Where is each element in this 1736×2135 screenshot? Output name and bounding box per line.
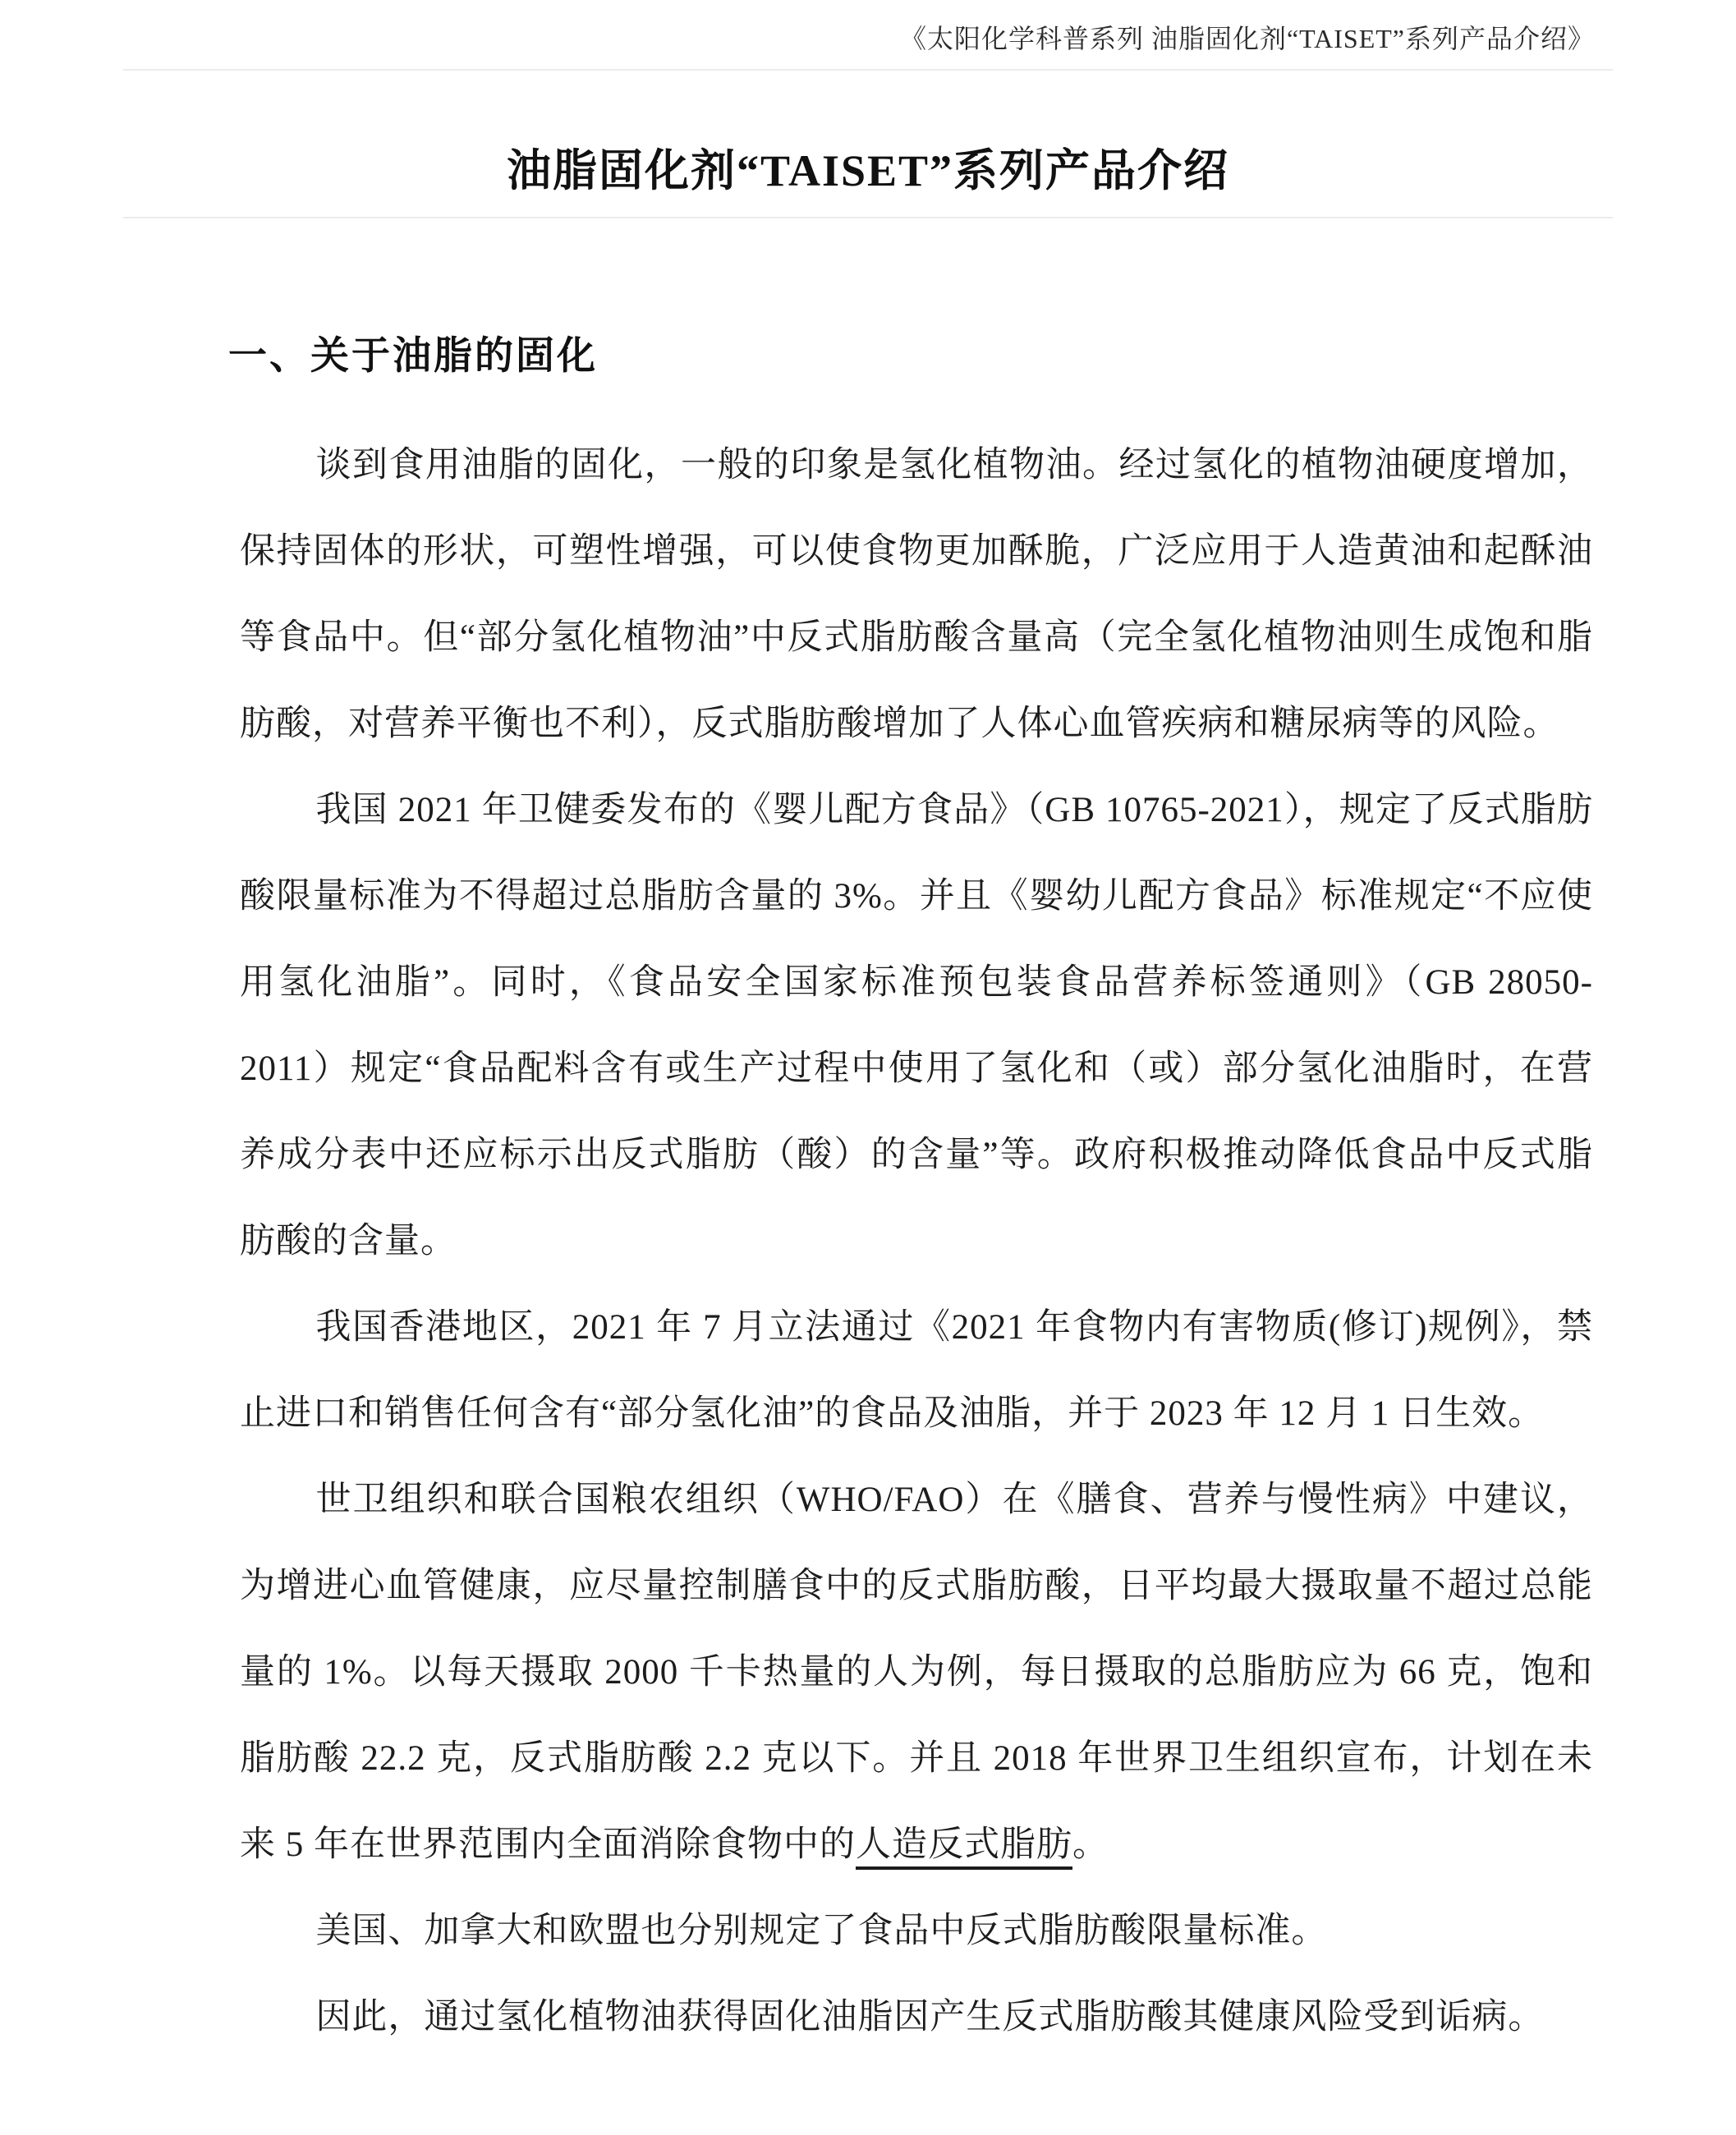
header-divider bbox=[123, 69, 1613, 71]
paragraph-text-before-underline: 世卫组织和联合国粮农组织（WHO/FAO）在《膳食、营养与慢性病》中建议，为增进心血管健康，应尽量控制膳食中的反式脂肪酸，日平均最大摄取量不超过总能量的 1%。以每天摄取 2000 千卡热量的人为例，每日摄取的总脂肪应为 66 克，饱和脂肪酸 22.2 克，反式脂肪酸 2.2 克以下。并且 2018 年世界卫生组织宣布，计划在未来 5 年在世界范围内全面消除食物中的 bbox=[240, 1481, 1593, 1864]
paragraph-hydrogenated-oil-intro: 谈到食用油脂的固化，一般的印象是氢化植物油。经过氢化的植物油硬度增加，保持固体的形状，可塑性增强，可以使食物更加酥脆，广泛应用于人造黄油和起酥油等食品中。但“部分氢化植物油”中反式脂肪酸含量高（完全氢化植物油则生成饱和脂肪酸，对营养平衡也不利），反式脂肪酸增加了人体心血管疾病和糖尿病等的风险。 bbox=[240, 446, 1593, 743]
paragraph-us-canada-eu-limits: 美国、加拿大和欧盟也分别规定了食品中反式脂肪酸限量标准。 bbox=[315, 1912, 1328, 1950]
paragraph-china-standards: 我国 2021 年卫健委发布的《婴儿配方食品》（GB 10765-2021），规定了反式脂肪酸限量标准为不得超过总脂肪含量的 3%。并且《婴幼儿配方食品》标准规定“不应使用氢化油脂”。同时，《食品安全国家标准预包装食品营养标签通则》（GB 28050-2011）规定“食品配料含有或生产过程中使用了氢化和（或）部分氢化油脂时，在营养成分表中还应标示出反式脂肪（酸）的含量”等。政府积极推动降低食品中反式脂肪酸的含量。 bbox=[240, 791, 1593, 1260]
paragraph-text-after-underline: 。 bbox=[1072, 1825, 1109, 1864]
title-divider bbox=[123, 217, 1613, 218]
page-header: 《太阳化学科普系列 油脂固化剂“TAISET”系列产品介绍》 bbox=[899, 24, 1595, 53]
paragraph-who-fao-recommendation bbox=[240, 1457, 1593, 1888]
document-body bbox=[240, 422, 1593, 2060]
section-heading: 一、关于油脂的固化 bbox=[228, 335, 598, 378]
paragraph-hongkong-regulation: 我国香港地区，2021 年 7 月立法通过《2021 年食物内有害物质(修订)规例》，禁止进口和销售任何含有“部分氢化油”的食品及油脂，并于 2023 年 12 月 1 日生效。 bbox=[240, 1308, 1593, 1433]
page-title: 油脂固化剂“TAISET”系列产品介绍 bbox=[506, 146, 1230, 195]
paragraph-conclusion-health-risk: 因此，通过氢化植物油获得固化油脂因产生反式脂肪酸其健康风险受到诟病。 bbox=[315, 1998, 1545, 2036]
underlined-phrase-artificial-trans-fat: 人造反式脂肪 bbox=[856, 1825, 1072, 1870]
